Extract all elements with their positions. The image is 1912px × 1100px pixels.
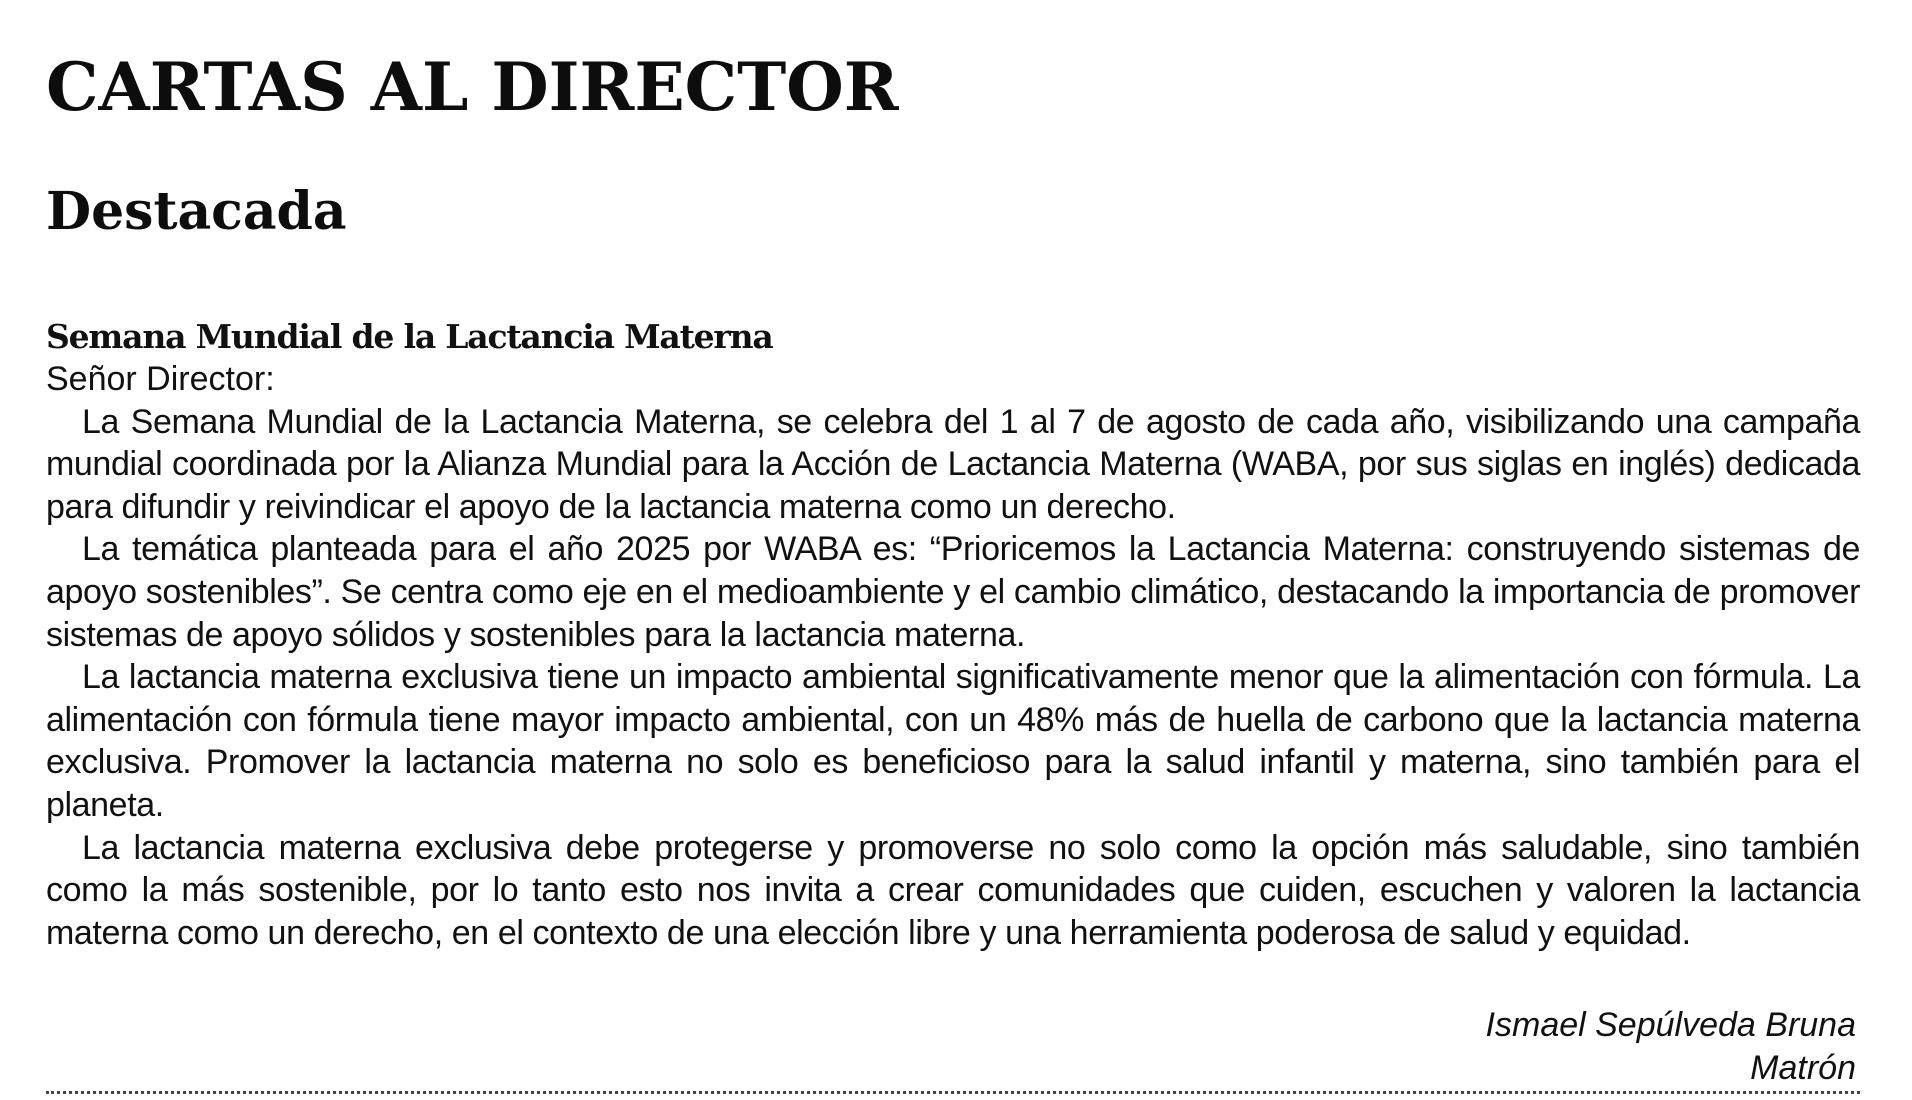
letter [46, 316, 1860, 1090]
letter-paragraph-1: La Semana Mundial de la Lactancia Materna, se celebra del 1 al 7 de agosto de cada año, visibilizando una campaña mundial coordinada por la Alianza Mundial para la Acción de Lactancia Materna (WABA, por sus siglas en inglés) dedicada para difundir y reivindicar el apoyo de la lactancia materna como un derecho. [46, 402, 1860, 526]
signature [46, 1004, 1860, 1090]
letter-paragraph-2: La temática planteada para el año 2025 por WABA es: “Prioricemos la Lactancia Materna: construyendo sistemas de apoyo sostenibles”. Se centra como eje en el medioambiente y el cambio climático, destacando la importancia de promover sistemas de apoyo sólidos y sostenibles para la lactancia materna. [46, 530, 1860, 654]
bottom-divider [46, 1091, 1860, 1094]
signature-role: Matrón [1750, 1049, 1856, 1088]
letter-title: Semana Mundial de la Lactancia Materna [46, 317, 773, 356]
signature-name: Ismael Sepúlveda Bruna [1485, 1006, 1856, 1045]
page-content [46, 38, 1860, 1090]
letter-paragraph-4: La lactancia materna exclusiva debe protegerse y promoverse no solo como la opción más saludable, sino también como la más sostenible, por lo tanto esto nos invita a crear comunidades que cuiden, escuchen y valoren la lactancia materna como un derecho, en el contexto de una elección libre y una herramienta poderosa de salud y equidad. [46, 828, 1860, 952]
section-title: CARTAS AL DIRECTOR [46, 48, 899, 126]
subsection-title: Destacada [46, 181, 347, 242]
salutation: Señor Director: [46, 360, 275, 398]
letter-paragraph-3: La lactancia materna exclusiva tiene un impacto ambiental significativamente menor que la alimentación con fórmula. La alimentación con fórmula tiene mayor impacto ambiental, con un 48% más de huella de carbono que la lactancia materna exclusiva. Promover la lactancia materna no solo es beneficioso para la salud infantil y materna, sino también para el planeta. [46, 658, 1860, 824]
